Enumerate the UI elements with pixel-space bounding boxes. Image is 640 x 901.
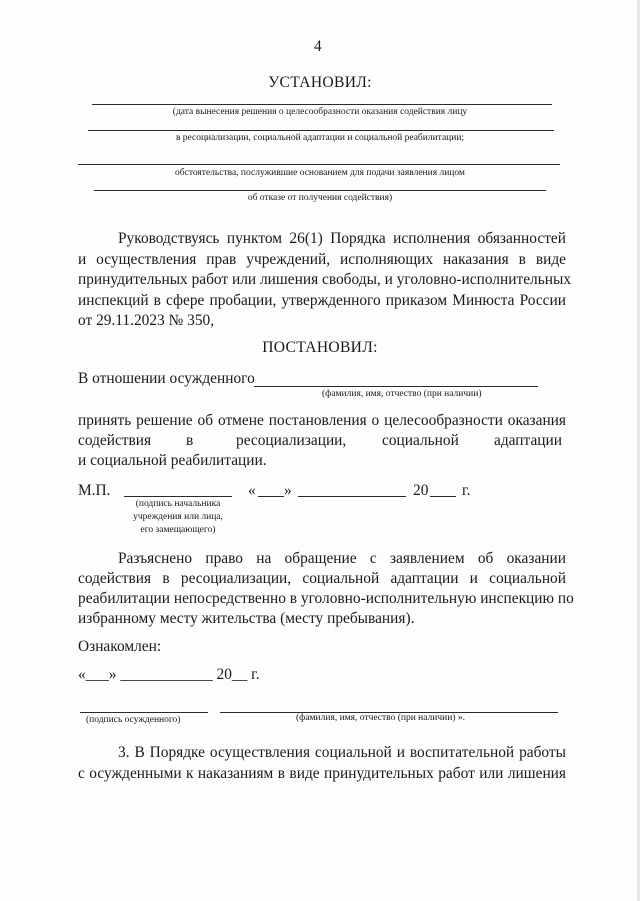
basis-line: инспекций в сфере пробации, утвержденного приказом Минюста России xyxy=(78,292,566,309)
caption-resocialization: в ресоциализации, социальной адаптации и социальной реабилитации; xyxy=(175,133,465,143)
caption-decision-date: (дата вынесения решения о целесообразности оказания содействия лицу xyxy=(172,107,468,117)
decision-word: адаптации xyxy=(494,432,562,449)
decision-word: ресоциализации, xyxy=(236,432,347,449)
page-number: 4 xyxy=(314,38,322,55)
decision-line: и социальной реабилитации. xyxy=(78,452,267,469)
year-line xyxy=(430,496,456,497)
quote-open: « xyxy=(248,482,256,499)
convict-name-caption: (фамилия, имя, отчество (при наличии) xyxy=(322,389,482,399)
blank-line xyxy=(78,164,560,165)
section3-line: с осужденными к наказаниям в виде принудительных работ или лишения xyxy=(78,765,566,782)
basis-line: и осуществления прав учреждений, исполняющих наказания в виде xyxy=(78,251,566,268)
section3-line: 3. В Порядке осуществления социальной и воспитательной работы xyxy=(118,744,566,761)
explained-line: Разъяснено право на обращение с заявлением об оказании xyxy=(118,550,566,567)
caption-refusal: об отказе от получения содействия) xyxy=(247,193,393,203)
month-line xyxy=(298,496,406,497)
signature-caption: его замещающего) xyxy=(140,525,216,535)
signature-line xyxy=(124,496,232,497)
convict-fullname-caption: (фамилия, имя, отчество (при наличии) ». xyxy=(296,713,465,723)
signature-caption: учреждения или лица, xyxy=(133,512,223,522)
decision-word: содействия xyxy=(78,432,152,449)
convict-signature-line xyxy=(80,712,208,713)
convict-label: В отношении осужденного xyxy=(78,370,255,387)
postanovil-heading: ПОСТАНОВИЛ: xyxy=(262,339,378,356)
year-suffix: г. xyxy=(462,482,471,499)
day-line xyxy=(258,496,284,497)
basis-line: Руководствуясь пунктом 26(1) Порядка исполнения обязанностей xyxy=(118,230,566,247)
blank-line xyxy=(92,104,552,105)
explained-line: реабилитации непосредственно в уголовно-исполнительную инспекцию по xyxy=(78,590,574,607)
blank-line xyxy=(88,130,554,131)
quote-close: » xyxy=(284,482,292,499)
seal-mark: М.П. xyxy=(78,482,111,499)
decision-line: принять решение об отмене постановления о целесообразности оказания xyxy=(78,412,566,429)
convict-signature-caption: (подпись осужденного) xyxy=(86,715,181,725)
basis-line-last: от 29.11.2023 № 350, xyxy=(78,312,215,329)
acquainted-date: «___» ____________ 20__ г. xyxy=(78,666,260,683)
convict-name-line xyxy=(254,386,538,387)
decision-word: в xyxy=(186,432,194,449)
caption-circumstances: обстоятельства, послужившие основанием для подачи заявления лицом xyxy=(175,168,465,178)
acquainted-label: Ознакомлен: xyxy=(78,638,162,655)
decision-word: социальной xyxy=(382,432,459,449)
year-prefix: 20 xyxy=(413,482,429,499)
blank-line xyxy=(94,190,546,191)
explained-line-last: избранному месту жительства (месту пребывания). xyxy=(78,610,415,627)
basis-line: принудительных работ или лишения свободы, и уголовно-исполнительных xyxy=(78,271,572,288)
signature-caption: (подпись начальника xyxy=(135,499,221,509)
ustanovil-heading: УСТАНОВИЛ: xyxy=(268,74,372,91)
explained-line: содействия в ресоциализации, социальной адаптации и социальной xyxy=(78,570,566,587)
